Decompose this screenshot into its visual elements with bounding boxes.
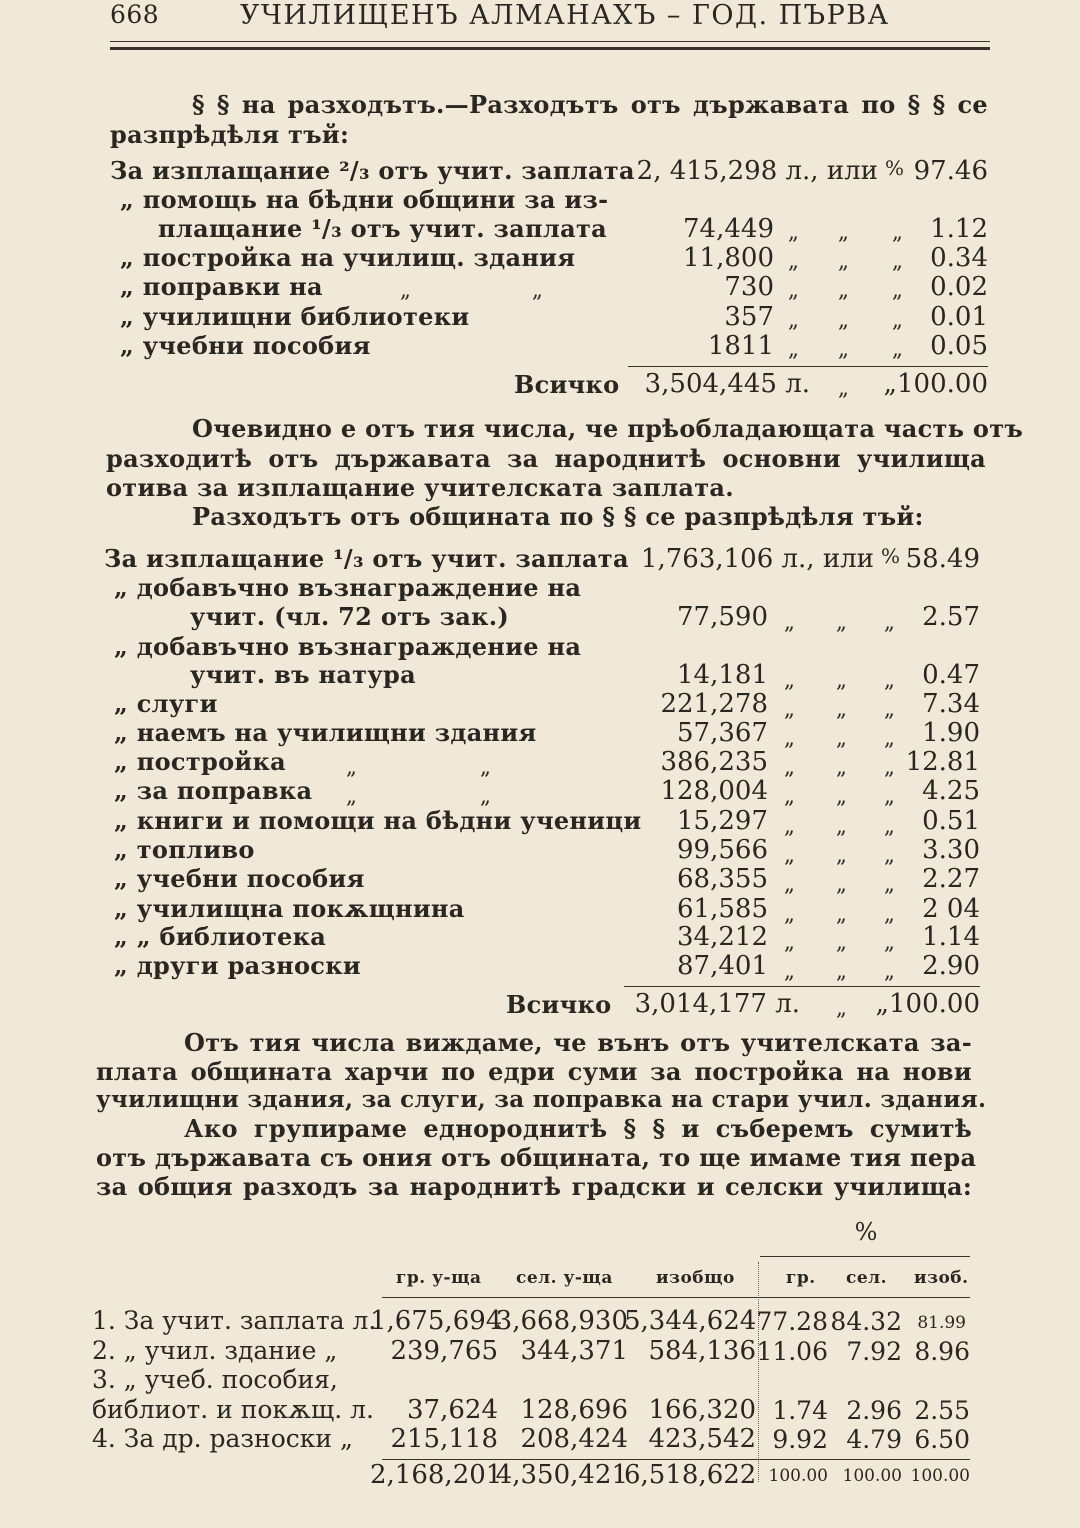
summary-pct-cell: 81.99	[917, 1313, 966, 1333]
ditto-mark: „	[480, 755, 491, 779]
ditto-mark: „	[836, 959, 847, 983]
summary-total-pct: 100.00	[842, 1466, 902, 1486]
summary-cell: 128,696	[520, 1395, 628, 1425]
state-row-pct: 0.05	[930, 331, 988, 361]
para2-line-6: за общия разходъ за народнитѣ градски и селски училища:	[96, 1172, 972, 1201]
ditto-mark: „	[884, 959, 895, 983]
ditto-mark: „	[784, 668, 795, 692]
ditto-mark: „	[784, 814, 795, 838]
state-row-amount: 11,800	[683, 243, 774, 273]
municipal-row-label: „ за поправка	[114, 776, 313, 805]
municipal-row-pct: 1.90	[922, 718, 980, 748]
municipal-row-amount: 386,235	[660, 747, 768, 777]
municipal-row-pct: 0.51	[922, 806, 980, 836]
summary-row-label: 3. „ учеб. пособия,	[92, 1365, 338, 1394]
summary-cell: 166,320	[648, 1395, 756, 1425]
ditto-mark: „	[892, 308, 903, 332]
ditto-mark: „	[892, 220, 903, 244]
state-row-label: „ поправки на	[120, 272, 323, 301]
state-row-amount: 730	[724, 272, 774, 302]
summary-cell: 239,765	[390, 1336, 498, 1366]
ditto-mark: „	[836, 784, 847, 808]
ditto-mark: „	[788, 337, 799, 361]
ditto-mark: „	[346, 755, 357, 779]
state-row-pct: 0.02	[930, 272, 988, 302]
ditto-mark: „	[836, 726, 847, 750]
ditto-mark: „	[480, 784, 491, 808]
municipal-row-pct: 0.47	[922, 660, 980, 690]
ditto-mark: „	[784, 784, 795, 808]
ditto-mark: „	[532, 278, 543, 302]
ditto-mark: „	[884, 872, 895, 896]
column-header: изобщо	[656, 1268, 735, 1288]
summary-pct-cell: 84.32	[830, 1307, 902, 1336]
para2-line-4: Ако групираме еднороднитѣ § § и съберемъ сумитѣ	[184, 1114, 972, 1143]
municipal-row-label: „ слуги	[114, 689, 218, 718]
municipal-row-amount: 57,367	[677, 718, 768, 748]
para2-line-3: училищни здания, за слуги, за поправка на стари учил. здания.	[96, 1086, 987, 1113]
ditto-mark: „	[838, 278, 849, 302]
municipal-row-amount: 68,355	[677, 864, 768, 894]
column-header: сел.	[846, 1268, 888, 1288]
state-row-amount: 357	[724, 302, 774, 332]
summary-row-label: 1. За учит. заплата л.	[92, 1306, 377, 1335]
para1-line-3: отива за изплащание учителската заплата.	[106, 473, 734, 502]
summary-pct-cell: 4.79	[846, 1425, 902, 1454]
ditto-mark: „	[838, 308, 849, 332]
header-rule	[382, 1297, 970, 1298]
state-total-amount: 3,504,445 л.	[644, 369, 810, 399]
page-number: 668	[110, 0, 160, 29]
summary-pct-cell: 11.06	[756, 1337, 828, 1366]
municipal-row-label: „ други разноски	[114, 951, 361, 980]
summary-total-cell: 2,168,201	[370, 1460, 503, 1490]
municipal-total-label: Всичко	[506, 990, 612, 1019]
state-row-amount: 74,449	[683, 214, 774, 244]
ditto-mark: „	[788, 220, 799, 244]
ditto-mark: „	[400, 278, 411, 302]
ditto-mark: „	[784, 959, 795, 983]
ditto-mark: „	[836, 755, 847, 779]
summary-pct-cell: 9.92	[772, 1425, 828, 1454]
municipal-row-amount: 221,278	[660, 689, 768, 719]
summary-cell: 5,344,624	[624, 1306, 757, 1336]
state-row-pct: 0.01	[930, 302, 988, 332]
summary-pct-cell: 7.92	[846, 1337, 902, 1366]
state-total-pct: „100.00	[883, 369, 988, 399]
municipal-row-amount: 77,590	[677, 602, 768, 632]
state-row-label: „ постройка на училищ. здания	[120, 243, 576, 272]
municipal-row-amount: 128,004	[660, 776, 768, 806]
ditto-mark: „	[884, 902, 895, 926]
municipal-total-pct: „100.00	[875, 989, 980, 1019]
state-row-label: За изплащание ²/₃ отъ учит. заплата	[110, 156, 635, 185]
summary-cell: 1,675,694	[370, 1306, 503, 1336]
header-rule-thick	[110, 47, 990, 50]
intro-line-2: разпрѣдѣля тъй:	[110, 120, 350, 149]
state-row-label: плащание ¹/₃ отъ учит. заплата	[158, 214, 607, 243]
summary-total-cell: 6,518,622	[624, 1460, 757, 1490]
municipal-row-amount: 15,297	[677, 806, 768, 836]
percent-bracket-rule	[760, 1256, 970, 1257]
municipal-row-pct: 2.57	[922, 602, 980, 632]
percent-sign: %	[880, 544, 900, 568]
state-row-pct: 0.34	[930, 243, 988, 273]
ditto-mark: „	[838, 249, 849, 273]
summary-cell: 344,371	[520, 1336, 628, 1366]
summary-pct-cell: 2.55	[914, 1396, 970, 1425]
ditto-mark: „	[346, 784, 357, 808]
municipal-row-label: „ училищна покѫщнина	[114, 894, 465, 923]
municipal-row-label: „ постройка	[114, 747, 286, 776]
ditto-mark: „	[788, 278, 799, 302]
ditto-mark: „	[884, 814, 895, 838]
municipal-row-amount: 1,763,106 л., или	[640, 544, 874, 574]
summary-row-label: 4. За др. разноски „	[92, 1424, 353, 1453]
ditto-mark: „	[838, 220, 849, 244]
state-total-label: Всичко	[514, 370, 620, 399]
ditto-mark: „	[884, 610, 895, 634]
ditto-mark: „	[784, 843, 795, 867]
municipal-row-pct: 58.49	[905, 544, 980, 574]
ditto-mark: „	[784, 755, 795, 779]
ditto-mark: „	[836, 872, 847, 896]
summary-total-cell: 4,350,421	[495, 1460, 628, 1490]
ditto-mark: „	[784, 930, 795, 954]
running-title: УЧИЛИЩЕНЪ АЛМАНАХЪ – ГОД. ПЪРВА	[240, 0, 890, 31]
para1-line-1: Очевидно е отъ тия числа, че прѣобладающата часть отъ	[192, 414, 1024, 443]
column-header: гр. у-ща	[396, 1268, 482, 1288]
summary-cell: 3,668,930	[495, 1306, 628, 1336]
ditto-mark: „	[884, 726, 895, 750]
ditto-mark: „	[884, 668, 895, 692]
column-header: гр.	[786, 1268, 816, 1288]
state-row-label: „ училищни библиотеки	[120, 302, 470, 331]
ditto-mark: „	[836, 814, 847, 838]
sum-rule	[628, 366, 988, 367]
municipal-row-pct: 7.34	[922, 689, 980, 719]
ditto-mark: „	[836, 610, 847, 634]
municipal-row-pct: 2.90	[922, 951, 980, 981]
column-header: сел. у-ща	[516, 1268, 613, 1288]
header-rule-thin	[110, 41, 990, 42]
municipal-row-label: „ добавъчно възнаграждение на	[114, 573, 582, 602]
municipal-row-pct: 2 04	[922, 894, 980, 924]
ditto-mark: „	[892, 249, 903, 273]
municipal-row-pct: 4.25	[922, 776, 980, 806]
summary-cell: 423,542	[648, 1424, 756, 1454]
ditto-mark: „	[836, 996, 847, 1020]
ditto-mark: „	[884, 784, 895, 808]
ditto-mark: „	[884, 755, 895, 779]
ditto-mark: „	[784, 697, 795, 721]
ditto-mark: „	[892, 337, 903, 361]
state-row-label: „ помощь на бѣдни общини за из-	[120, 185, 609, 214]
state-row-pct: 1.12	[930, 214, 988, 244]
summary-row-label: 2. „ учил. здание „	[92, 1336, 338, 1365]
summary-row-label: библиот. и покѫщ. л.	[92, 1395, 374, 1424]
para1-line-2: разходитѣ отъ държавата за народнитѣ основни училища	[106, 444, 986, 473]
municipal-row-pct: 12.81	[905, 747, 980, 777]
ditto-mark: „	[784, 726, 795, 750]
municipal-row-amount: 99,566	[677, 835, 768, 865]
municipal-row-label: „ „ библиотека	[114, 922, 327, 951]
summary-pct-cell: 6.50	[914, 1425, 970, 1454]
municipal-row-label: учит. (чл. 72 отъ зак.)	[190, 602, 510, 631]
ditto-mark: „	[838, 337, 849, 361]
municipal-row-pct: 2.27	[922, 864, 980, 894]
para2-line-1: Отъ тия числа виждаме, че вънъ отъ учителската за-	[184, 1028, 972, 1057]
summary-pct-cell: 1.74	[772, 1396, 828, 1425]
state-row-label: „ учебни пособия	[120, 331, 371, 360]
ditto-mark: „	[784, 872, 795, 896]
municipal-row-amount: 14,181	[677, 660, 768, 690]
para2-line-5: отъ държавата съ ония отъ общината, то ще имаме тия пера	[96, 1143, 977, 1172]
summary-total-pct: 100.00	[910, 1466, 970, 1486]
state-row-pct: 97.46	[913, 156, 988, 186]
percent-header: %	[854, 1218, 878, 1246]
column-header: изоб.	[914, 1268, 969, 1288]
para2-line-2: плата общината харчи по едри суми за постройка на нови	[96, 1057, 972, 1086]
state-row-amount: 1811	[707, 331, 774, 361]
ditto-mark: „	[836, 843, 847, 867]
ditto-mark: „	[884, 843, 895, 867]
summary-pct-cell: 77.28	[756, 1307, 828, 1336]
summary-cell: 208,424	[520, 1424, 628, 1454]
municipal-total-amount: 3,014,177 л.	[634, 989, 800, 1019]
ditto-mark: „	[784, 610, 795, 634]
ditto-mark: „	[836, 697, 847, 721]
ditto-mark: „	[836, 902, 847, 926]
municipal-row-amount: 34,212	[677, 922, 768, 952]
summary-cell: 215,118	[390, 1424, 498, 1454]
summary-pct-cell: 2.96	[846, 1396, 902, 1425]
ditto-mark: „	[884, 930, 895, 954]
ditto-mark: „	[836, 930, 847, 954]
ditto-mark: „	[884, 697, 895, 721]
ditto-mark: „	[788, 249, 799, 273]
state-row-amount: 2, 415,298 л., или	[636, 156, 878, 186]
municipal-row-label: „ наемъ на училищни здания	[114, 718, 537, 747]
municipal-row-pct: 1.14	[922, 922, 980, 952]
summary-total-pct: 100.00	[768, 1466, 828, 1486]
ditto-mark: „	[788, 308, 799, 332]
percent-sign: %	[884, 156, 904, 180]
ditto-mark: „	[838, 376, 849, 400]
ditto-mark: „	[784, 902, 795, 926]
municipal-row-label: „ книги и помощи на бѣдни ученици	[114, 806, 642, 835]
municipal-row-label: „ добавъчно възнаграждение на	[114, 632, 582, 661]
municipal-row-label: „ топливо	[114, 835, 255, 864]
summary-cell: 584,136	[648, 1336, 756, 1366]
ditto-mark: „	[836, 668, 847, 692]
municipal-row-pct: 3.30	[922, 835, 980, 865]
intro-line-1: § § на разходътъ.—Разходътъ отъ държавата по § § се	[192, 90, 988, 119]
ditto-mark: „	[892, 278, 903, 302]
municipal-row-label: „ учебни пособия	[114, 864, 365, 893]
municipal-row-label: учит. въ натура	[190, 660, 416, 689]
sum-rule	[624, 986, 980, 987]
municipal-row-amount: 87,401	[677, 951, 768, 981]
municipal-row-amount: 61,585	[677, 894, 768, 924]
summary-cell: 37,624	[407, 1395, 498, 1425]
para1-line-4: Разходътъ отъ общината по § § се разпрѣдѣля тъй:	[192, 502, 924, 531]
summary-pct-cell: 8.96	[914, 1337, 970, 1366]
municipal-row-label: За изплащание ¹/₃ отъ учит. заплата	[104, 544, 629, 573]
